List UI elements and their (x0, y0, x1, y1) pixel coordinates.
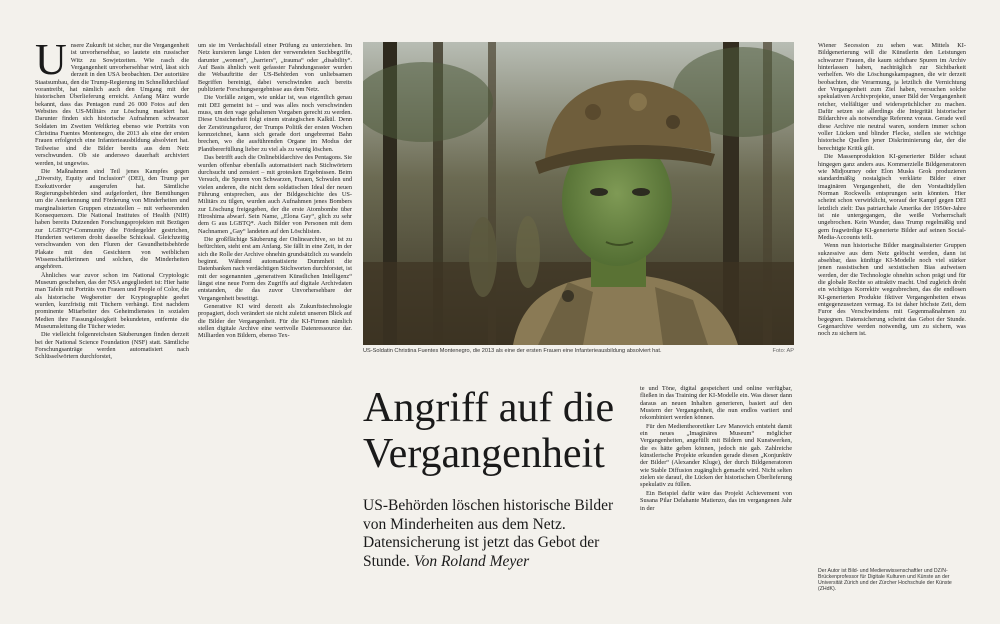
deck (363, 497, 633, 571)
paragraph: Das betrifft auch die Onlinebildarchive des Pentagons. Sie wurden offenbar ebenfalls automatisiert nach Stichwörtern durchsucht und zensiert – mit grotesken Ergebnissen. Beim Versuch, die Spuren von Schwarzen, Frauen, Schwulen und vielen anderen, die nicht dem soldatischen Ideal der neuen Führung entsprechen, aus der Bildgeschichte des US-Militärs zu tilgen, wurden auch Aufnahmen jenes Bombers zur Löschung freigegeben, der die erste Atombombe über Hiroshima abwarf. Sein Name, „Elona Gay“, glich zu sehr dem G aus LGBTQ*. Auch Bilder von Personen mit dem Nachnamen „Gay“ landeten auf den Löschlisten. (198, 154, 352, 235)
author-note: Der Autor ist Bild- und Medienwissenschaftler und DZ/N-Brückenprofessor für Digitale Kulturen und Künste an der Universität Zürich und der Zürcher Hochschule der Künste (ZHdK). (818, 568, 952, 592)
paragraph: te und Töne, digital gespeichert und online verfügbar, fließen in das Training der KI-Modelle ein. Was dieser dann daraus an neuen Inhalten generieren, basiert auf den Mustern der Vergangenheit, die nun endlos variiert und rekombiniert werden können. (640, 385, 792, 422)
article-column-2 (198, 42, 352, 606)
photo-credit: Foto: AP (772, 348, 794, 354)
caption-text: US-Soldatin Christina Fuentes Montenegro, die 2013 als eine der ersten Frauen eine Infanterieausbildung absolviert hat. (363, 348, 662, 354)
article-column-4 (640, 385, 792, 606)
byline: Von Roland Meyer (413, 552, 530, 570)
paragraph: Die vielleicht folgenreichsten Säuberungen finden derzeit bei der National Science Foundation (NSF) statt. Sämtliche Forschungsanträge werden automatisiert nach Schlüsselwörtern durchforstet, (35, 331, 189, 361)
paragraph: Ähnliches war zuvor schon im National Cryptologic Museum geschehen, das der NSA angegliedert ist: Hier hatte man Tafeln mit Porträts von Frauen und People of Color, die als historische Wegbereiter der Kryptographie geehrt wurden, kurzfristig mit Tüchern verhängt. Erst nachdem prominente Mitarbeiter des Geheimdienstes in sozialen Medien ihre Fassungslosigkeit bekundeten, entfernte die Museumsleitung die Tücher wieder. (35, 271, 189, 331)
paragraph: um sie im Verdachtsfall einer Prüfung zu unterziehen. Im Netz kursieren lange Listen der verwendeten Suchbegriffe, darunter „women“, „barriers“, „trauma“ oder „disability“. Auf Basis ähnlich weit gefasster Fahndungsraster wurden die Webauftritte der US-Behörden von unliebsamen Begriffen bereinigt, dabei verschwinden auch bereits publizierte Forschungsergebnisse aus dem Netz. (198, 42, 352, 94)
paragraph: nsere Zukunft ist sicher, nur die Vergangenheit ist unvorhersehbar, so lautete ein russischer Witz zu Sowjetzeiten. Wie rasch die Vergangenheit unvorhersehbar wird, lässt sich derzeit in den USA beobachten. Der autoritäre Staatsumbau, den die Trump-Regierung im Schnelldurchlauf vorantreibt, hat nämlich auch den Umgang mit der historischen Überlieferung erreicht. Anfang März wurde bekannt, dass das Pentagon rund 26 000 Fotos auf den Websites des US-Militärs zur Löschung markiert hat. Darunter finden sich historische Aufnahmen schwarzer Soldaten im Zweiten Weltkrieg ebenso wie Porträts von Christina Fuentes Montenegro, die 2013 als eine der ersten Frauen erfolgreich eine Infanterieausbildung absolviert hat. Teilweise sind die Bilder bereits aus dem Netz verschwunden. Ob sie anderswo dauerhaft archiviert werden, ist ungewiss. (35, 42, 189, 167)
article-column-1 (35, 42, 189, 606)
paragraph: Die Maßnahmen sind Teil jenes Kampfes gegen „Diversity, Equity and Inclusion“ (DEI), den Trump per Exekutivorder ausgerufen hat. Sämtliche Regierungsbehörden sind aufgefordert, ihre Bemühungen um die Anerkennung und Förderung von Minderheiten und marginalisierten Gruppen einzustellen – mit verheerenden Konsequenzen. Die National Institutes of Health (NIH) haben bereits Dutzenden Forschungsprojekten mit Bezügen zur LGBTQ*-Community die Fördergelder gestrichen, Hunderten weiteren droht dasselbe Schicksal. Gleichzeitig verschwanden von den Fluren der Gesundheitsbehörde Plakate mit den Gesichtern von weiblichen Wissenschaftlerinnen und solchen, die Minderheiten angehören. (35, 167, 189, 271)
paragraph: Wiener Secession zu sehen war. Mittels KI-Bildgenerierung will die Künstlerin den Leistungen schwarzer Frauen, die kaum sichtbare Spuren im Archiv hinterlassen haben, nachträglich zur Sichtbarkeit verhelfen. Wo die Löschungskampagnen, die wir derzeit beobachten, die Verarmung, ja letztlich die Vernichtung der Vergangenheit zum Ziel haben, versuchen solche spekulativen Archivprojekte, unser Bild der Vergangenheit reicher, vielfältiger und widersprüchlicher zu machen. Dafür setzen sie allerdings die Integrität historischer Bildarchive als notwendige Referenz voraus. Gerade weil diese Archive nie neutral waren, sondern immer schon voller Lücken und blinder Flecke, stellen sie wichtige historische Quellen jener Diskriminierung dar, der die berechtigte Kritik gilt. (818, 42, 966, 152)
paragraph: Generative KI wird derzeit als Zukunftstechnologie propagiert, doch verändert sie nicht zuletzt unseren Blick auf die Bilder der Vergangenheit. Für die KI-Firmen nämlich stellen digitale Archive eine wertvolle Datenressource dar. Milliarden von Bildern, ebenso Tex- (198, 303, 352, 340)
deck-text: US-Behörden löschen historische Bilder von Minderheiten aus dem Netz. Datensicherung ist jetzt das Gebot der Stunde. (363, 497, 614, 570)
paragraph: Die großflächige Säuberung der Onlinearchive, so ist zu befürchten, steht erst am Anfang. Sie fällt in eine Zeit, in der sich die Rolle der Archive ohnehin grundsätzlich zu wandeln beginnt. Während automatisierte Dummheit die Datenbanken nach verdächtigen Stichworten durchforstet, ist mit der sogenannten „generativen Künstlichen Intelligenz“ längst eine neue Form des Zugriffs auf digitale Archivdaten entstanden, die das zuvor Unvorhersehbare der Vergangenheit beseitigt. (198, 235, 352, 302)
paragraph: Für den Medientheoretiker Lev Manovich entsteht damit ein neues „Imaginäres Museum“ möglicher Vergangenheiten, angefüllt mit Bildern und Kunstwerken, die es hätte geben können, jedoch nie gab. Zahlreiche künstlerische Projekte erkunden gerade diesen „Konjunktiv der Bilder“ (Alexander Kluge), der durch Bildgeneratoren wie Stable Diffusion zugänglich gemacht wird. Nicht selten zielen sie darauf, die Lücken der historischen Überlieferung spekulativ zu füllen. (640, 422, 792, 489)
article-column-5 (818, 42, 966, 547)
paragraph: Wenn nun historische Bilder marginalisierter Gruppen sukzessive aus dem Netz gelöscht werden, dann ist absehbar, dass künftige KI-Modelle noch viel stärker jenen rassistischen und sexistischen Bias aufweisen werden, der die Technologie ohnehin schon prägt und für die globale Rechte so attraktiv macht. Und zugleich droht ein wichtiges Korrektiv wegzubrechen, das die endlosen KI-generierten Produkte fiktiver Vergangenheiten etwas entgegenzusetzen vermag. Es ist daher höchste Zeit, dem Furor des Verschwindens mit Gegenmaßnahmen zu begegnen. Datensicherung scheint das Gebot der Stunde. Gegenarchive werden notwendig, um zu sichern, was noch zu sichern ist. (818, 242, 966, 338)
paragraph: Die Massenproduktion KI-generierter Bilder schaut hingegen ganz anders aus. Kommerzielle Bildgeneratoren wie Midjourney oder Elon Musks Grok produzieren standardmäßig nostalgisch verklärte Bilder einer imaginären Vergangenheit, die den Vorstadtidyllen Norman Rockwells entsprungen sein könnten. Hier scheint schon verwirklicht, worauf der Kampf gegen DEI letztlich zielt: Das patriarchale Amerika der 1950er-Jahre ist nie untergegangen, die weiße Vorherrschaft ungebrochen. Kein Wunder, dass Trump regelmäßig und gern fragwürdige KI-generierte Bilder auf seinen Social-Media-Accounts teilt. (818, 153, 966, 241)
headline: Angriff auf die Vergangenheit (363, 385, 615, 477)
soldier-photo (363, 42, 794, 345)
paragraph: Die Vorfälle zeigen, wie unklar ist, was eigentlich genau mit DEI gemeint ist – und was alles noch verschwinden muss, um den vage gehaltenen Vorgaben gerecht zu werden. Diese Unsicherheit folgt einem strategischen Kalkül. Denn der Zerstörungsfuror, der Trumps Politik der ersten Wochen kennzeichnet, kann sich gerade dort ungebremst Bahn brechen, wo die ausführenden Organe im Modus der Planübererfüllung lieber zu viel als zu wenig löschen. (198, 94, 352, 153)
paragraph: Ein Beispiel dafür wäre das Projekt Achievement von Susana Pilar Delahante Matienzo, das im vergangenen Jahr in der (640, 489, 792, 512)
drop-cap: U (35, 42, 67, 84)
photo-caption (363, 348, 794, 354)
